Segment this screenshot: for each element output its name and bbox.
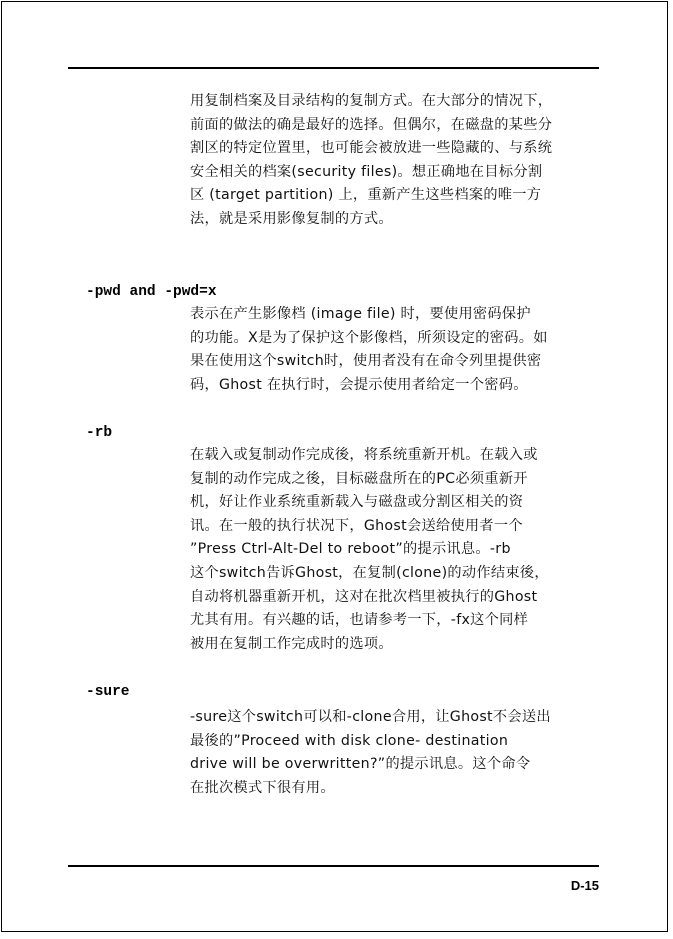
text-line: 尤其有用。有兴趣的话，也请参考一下，-fx这个同样 (190, 612, 529, 629)
text-line: 表示在产生影像档 (image file) 时，要使用密码保护 (190, 306, 531, 322)
page-number: D-15 (570, 878, 599, 893)
footer-rule (68, 865, 599, 867)
option-term-sure: -sure (86, 684, 130, 700)
text-line: 这个switch告诉Ghost，在复制(clone)的动作结束後， (190, 564, 549, 581)
text-line: drive will be overwritten?”的提示讯息。这个命令 (190, 756, 531, 773)
option-desc-rb (190, 444, 602, 656)
text-line: -sure这个switch可以和-clone合用，让Ghost不会送出 (190, 709, 551, 725)
text-line: 最後的”Proceed with disk clone- destination (190, 732, 509, 749)
option-term-rb: -rb (86, 425, 113, 441)
text-line: 用复制档案及目录结构的复制方式。在大部分的情况下， (190, 93, 553, 109)
text-line: 的功能。X是为了保护这个影像档，所须设定的密码。如 (190, 329, 548, 346)
text-line: 果在使用这个switch时，使用者没有在命令列里提供密 (190, 353, 542, 370)
option-term-pwd: -pwd and -pwd=x (86, 284, 217, 300)
text-line: 被用在复制工作完成时的选项。 (190, 635, 393, 652)
text-line: 割区的特定位置里，也可能会被放进一些隐藏的、与系统 (190, 140, 553, 157)
header-rule (68, 67, 599, 69)
text-line: 码，Ghost 在执行时，会提示使用者给定一个密码。 (190, 376, 528, 393)
text-line: 讯。在一般的执行状况下，Ghost会送给使用者一个 (190, 517, 523, 534)
text-line: 安全相关的档案(security files)。想正确地在目标分割 (190, 163, 543, 180)
text-line: 自动将机器重新开机，这对在批次档里被执行的Ghost (190, 588, 538, 605)
option-desc-pwd (190, 303, 602, 397)
text-line: ”Press Ctrl-Alt-Del to reboot”的提示讯息。-rb (190, 541, 511, 558)
intro-paragraph (190, 90, 602, 232)
text-line: 机，好让作业系统重新载入与磁盘或分割区相关的资 (190, 494, 524, 511)
text-line: 法，就是采用影像复制的方式。 (190, 210, 393, 227)
text-line: 在批次模式下很有用。 (190, 779, 335, 796)
text-line: 复制的动作完成之後，目标磁盘所在的PC必须重新开 (190, 470, 528, 487)
text-line: 区 (target partition) 上，重新产生这些档案的唯一方 (190, 187, 542, 204)
text-line: 前面的做法的确是最好的选择。但偶尔，在磁盘的某些分 (190, 116, 553, 133)
text-line: 在载入或复制动作完成後，将系统重新开机。在载入或 (190, 447, 538, 463)
option-desc-sure (190, 706, 602, 800)
